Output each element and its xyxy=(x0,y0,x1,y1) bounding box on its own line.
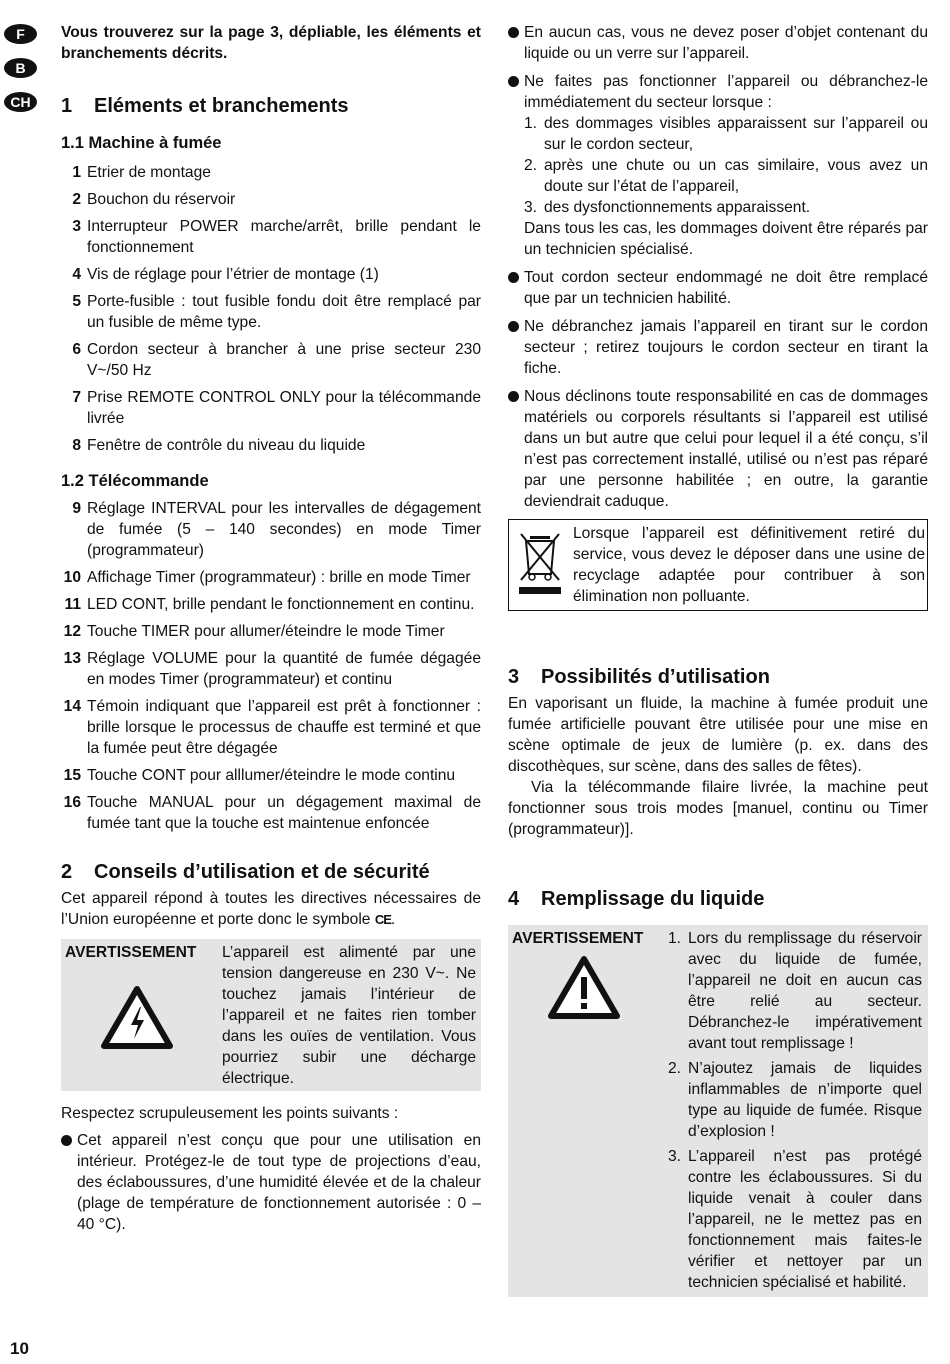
subsection-1-1-heading: 1.1 Machine à fumée xyxy=(61,134,222,152)
left-column xyxy=(61,22,481,1242)
list-item: Cet appareil n’est conçu que pour une utilisation en intérieur. Protégez-le de tout type de projections d’eau, des éclaboussures, d’une humidité élevée et de la chaleur (plage de température de fonctionnement autorisée : 0 – 40 °C). xyxy=(61,1130,481,1235)
section-1-heading xyxy=(61,94,481,118)
section-title: Conseils d’utilisation et de sécurité xyxy=(94,861,430,883)
section-3-paragraph-1: En vaporisant un fluide, la machine à fumée produit une fumée artificielle pouvant être utilisée pour une mise en scène optimale de jeux de lumière (p. ex. dans des discothèques, sur scène, dans des salles de fêtes). xyxy=(508,695,928,775)
list-item: 7 Prise REMOTE CONTROL ONLY pour la télécommande livrée xyxy=(72,389,481,427)
crossed-bin-icon xyxy=(517,530,563,596)
list-item: 1 Etrier de montage xyxy=(72,164,211,181)
respect-text: Respectez scrupuleusement les points suivants : xyxy=(61,1105,399,1122)
bullet-icon xyxy=(61,1135,72,1146)
subsection-1-2-heading: 1.2 Télécommande xyxy=(61,472,209,490)
section-number: 3 xyxy=(508,666,520,688)
bullet-icon xyxy=(508,272,519,283)
list-item: 13 Réglage VOLUME pour la quantité de fumée dégagée en modes Timer (programmateur) et continu xyxy=(63,650,481,688)
list-item: 3 Interrupteur POWER marche/arrêt, brille pendant le fonctionnement xyxy=(72,218,481,256)
list-item: 8 Fenêtre de contrôle du niveau du liquide xyxy=(72,437,366,454)
right-column xyxy=(508,22,928,1297)
bullet-icon xyxy=(508,321,519,332)
parts-list-machine xyxy=(61,162,481,456)
warning-text: L’appareil est alimenté par une tension dangereuse en 230 V~. Ne touchez jamais l’intérieur de l’appareil et ne faites rien tomber dans les ouïes de ventilation. Vous pourriez subir une décharge électrique. xyxy=(222,944,476,1087)
list-item: 2. N’ajoutez jamais de liquides inflammables de n’importe quel type au liquide de fumée. Risque d’explosion ! xyxy=(668,1060,922,1140)
warning-label: AVERTISSEMENT xyxy=(65,944,197,961)
section-number: 2 xyxy=(61,861,73,883)
language-badge-ch: CH xyxy=(4,92,37,112)
list-item: 16 Touche MANUAL pour un dégagement maximal de fumée tant que la touche est maintenue enfoncée xyxy=(63,794,481,832)
section-2-heading xyxy=(61,860,481,884)
language-badge-b: B xyxy=(4,58,37,78)
list-item: Ne débranchez jamais l’appareil en tirant sur le cordon secteur ; retirez toujours le cordon secteur en tirant la fiche. xyxy=(508,316,928,379)
page-number: 10 xyxy=(10,1339,29,1358)
parts-list-remote xyxy=(61,498,481,834)
list-item: 11 LED CONT, brille pendant le fonctionnement en continu. xyxy=(64,596,475,613)
list-item: 6 Cordon secteur à brancher à une prise secteur 230 V~/50 Hz xyxy=(72,341,481,379)
list-item: 15 Touche CONT pour alllumer/éteindre le mode continu xyxy=(63,767,456,784)
warning-box-voltage xyxy=(61,939,481,1091)
condition-list xyxy=(524,113,928,218)
list-item: 12 Touche TIMER pour allumer/éteindre le mode Timer xyxy=(63,623,445,640)
filling-warning-list xyxy=(668,928,922,1293)
section-4-heading xyxy=(508,887,928,911)
list-item: 2. après une chute ou un cas similaire, vous avez un doute sur l’état de l’appareil, xyxy=(524,157,928,195)
list-item: 10 Affichage Timer (programmateur) : brille en mode Timer xyxy=(63,569,471,586)
recycling-box xyxy=(508,519,928,611)
warning-box-filling xyxy=(508,925,928,1297)
high-voltage-warning-icon xyxy=(101,985,173,1049)
list-item: 14 Témoin indiquant que l’appareil est prêt à fonctionner : brille lorsque le processus de chauffe est terminé et que la fumée peut être dégagée xyxy=(63,698,481,757)
list-item: Nous déclinons toute responsabilité en cas de dommages matériels ou corporels résultants si l’appareil est utilisé dans un but autre que celui pour lequel il a été conçu, s’il n’est pas correctement installé, utilisé ou n’est pas réparé par une personne habilitée ; en outre, la garantie deviendrait caduque. xyxy=(508,386,928,512)
bullet-icon xyxy=(508,27,519,38)
list-item: Tout cordon secteur endommagé ne doit être remplacé que par un technicien habilité. xyxy=(508,267,928,309)
list-item: 3. L’appareil n’est pas protégé contre les éclaboussures. Si du liquide venait à couler dans l’appareil, ne le mettez pas en fonctionnement mais faites-le vérifier et nettoyer par un technicien spécialisé et habilité. xyxy=(668,1148,922,1291)
safety-bullets-left xyxy=(61,1130,481,1235)
section-title: Eléments et branchements xyxy=(94,95,349,117)
list-item: En aucun cas, vous ne devez poser d’objet contenant du liquide ou un verre sur l’appareil. xyxy=(508,22,928,64)
section-3-paragraph-2: Via la télécommande filaire livrée, la machine peut fonctionner sous trois modes [manuel, continu ou Timer (programmateur)]. xyxy=(508,779,928,838)
repair-note: Dans tous les cas, les dommages doivent être réparés par un technicien spécialisé. xyxy=(524,220,928,258)
section-number: 4 xyxy=(508,888,520,910)
warning-label: AVERTISSEMENT xyxy=(512,930,644,947)
bullet-icon xyxy=(508,391,519,402)
list-item: 4 Vis de réglage pour l’étrier de montage (1) xyxy=(72,266,379,283)
list-item: 2 Bouchon du réservoir xyxy=(72,191,236,208)
section-number: 1 xyxy=(61,95,73,117)
exclamation-warning-icon xyxy=(548,955,620,1019)
list-item: 3. des dysfonctionnements apparaissent. xyxy=(524,199,811,216)
language-badge-f: F xyxy=(4,24,37,44)
bullet-icon xyxy=(508,76,519,87)
list-item: 1. des dommages visibles apparaissent sur l’appareil ou sur le cordon secteur, xyxy=(524,115,928,153)
list-item: 9 Réglage INTERVAL pour les intervalles de dégagement de fumée (5 – 140 secondes) en mode Timer (programmateur) xyxy=(72,500,481,559)
list-item: 5 Porte-fusible : tout fusible fondu doit être remplacé par un fusible de même type. xyxy=(72,293,481,331)
list-item: Ne faites pas fonctionner l’appareil ou débranchez-le immédiatement du secteur lorsque : 1. des dommages visibles apparaissent sur l’appareil ou sur le cordon secteur, 2. après une chute ou un cas similaire, vous avez un doute sur l’état de l’appareil, 3. des dysfonctionnements apparaissent. Dans tous les cas, les dommages doivent être réparés par un technicien spécialisé. xyxy=(508,71,928,260)
recycling-text: Lorsque l’appareil est définitivement retiré du service, vous devez le déposer dans une usine de recyclage adaptée pour contribuer à son élimination non polluante. xyxy=(573,525,925,605)
safety-bullets-right xyxy=(508,22,928,512)
section-title: Possibilités d’utilisation xyxy=(541,666,770,688)
ce-mark: CE xyxy=(374,912,391,927)
section-2-intro: Cet appareil répond à toutes les directives nécessaires de l’Union européenne et porte donc le symbole CE. xyxy=(61,890,481,928)
language-badges xyxy=(4,24,40,126)
intro-text: Vous trouverez sur la page 3, dépliable, les éléments et branchements décrits. xyxy=(61,24,481,62)
section-title: Remplissage du liquide xyxy=(541,888,765,910)
section-3-heading xyxy=(508,665,928,689)
list-item: 1. Lors du remplissage du réservoir avec du liquide de fumée, l’appareil ne doit en aucun cas être relié au secteur. Débranchez-le impérativement avant tout remplissage ! xyxy=(668,930,922,1052)
